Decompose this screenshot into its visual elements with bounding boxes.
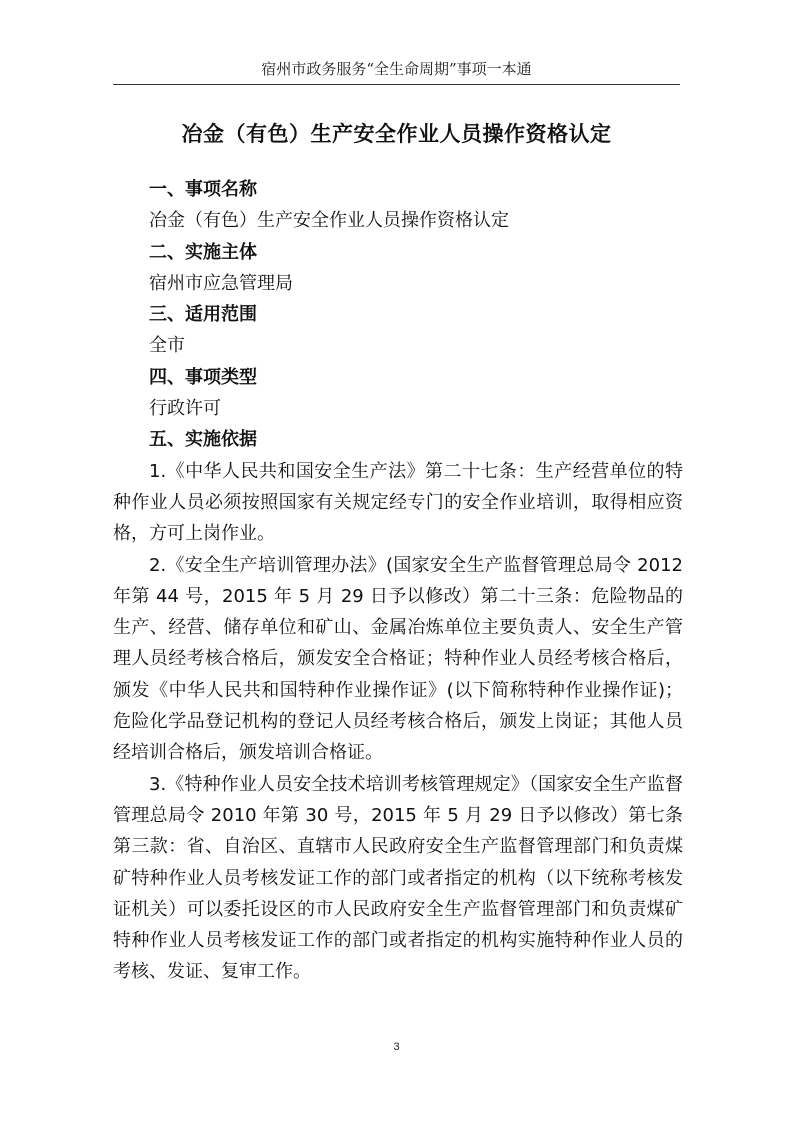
document-body	[113, 174, 683, 988]
page-header: 宿州市政务服务“全生命周期”事项一本通	[261, 60, 532, 78]
section-value-item-name: 冶金（有色）生产安全作业人员操作资格认定	[149, 210, 509, 232]
page-number: 3	[393, 1041, 400, 1053]
section-value-implementer: 宿州市应急管理局	[149, 272, 293, 294]
section-heading-basis: 五、实施依据	[149, 429, 257, 451]
section-heading-implementer: 二、实施主体	[149, 241, 257, 263]
section-value-scope: 全市	[149, 335, 185, 357]
section-heading-scope: 三、适用范围	[149, 304, 257, 326]
document-title: 冶金（有色）生产安全作业人员操作资格认定	[181, 122, 612, 146]
basis-paragraph-3: 3.《特种作业人员安全技术培训考核管理规定》（国家安全生产监督管理总局令 2010 年第 30 号，2015 年 5 月 29 日予以修改）第七条第三款：省、自治区、直辖市人民政府安全生产监督管理部门和负责煤矿特种作业人员考核发证工作的部门或者指定的机构（以下统称考核发证机关）可以委托设区的市人民政府安全生产监督管理部门和负责煤矿特种作业人员考核发证工作的部门或者指定的机构实施特种作业人员的考核、发证、复审工作。	[113, 773, 683, 983]
header-divider	[113, 84, 680, 85]
section-heading-type: 四、事项类型	[149, 366, 257, 388]
section-value-type: 行政许可	[149, 398, 221, 420]
basis-paragraph-2: 2.《安全生产培训管理办法》(国家安全生产监督管理总局令 2012 年第 44 号，2015 年 5 月 29 日予以修改）第二十三条：危险物品的生产、经营、储存单位和矿山、金属冶炼单位主要负责人、安全生产管理人员经考核合格后，颁发安全合格证；特种作业人员经考核合格后，颁发《中华人民共和国特种作业操作证》(以下简称特种作业操作证)；危险化学品登记机构的登记人员经考核合格后，颁发上岗证；其他人员经培训合格后，颁发培训合格证。	[113, 554, 683, 764]
basis-paragraph-1: 1.《中华人民共和国安全生产法》第二十七条：生产经营单位的特种作业人员必须按照国家有关规定经专门的安全作业培训，取得相应资格，方可上岗作业。	[113, 460, 683, 545]
section-heading-item-name: 一、事项名称	[149, 179, 257, 200]
